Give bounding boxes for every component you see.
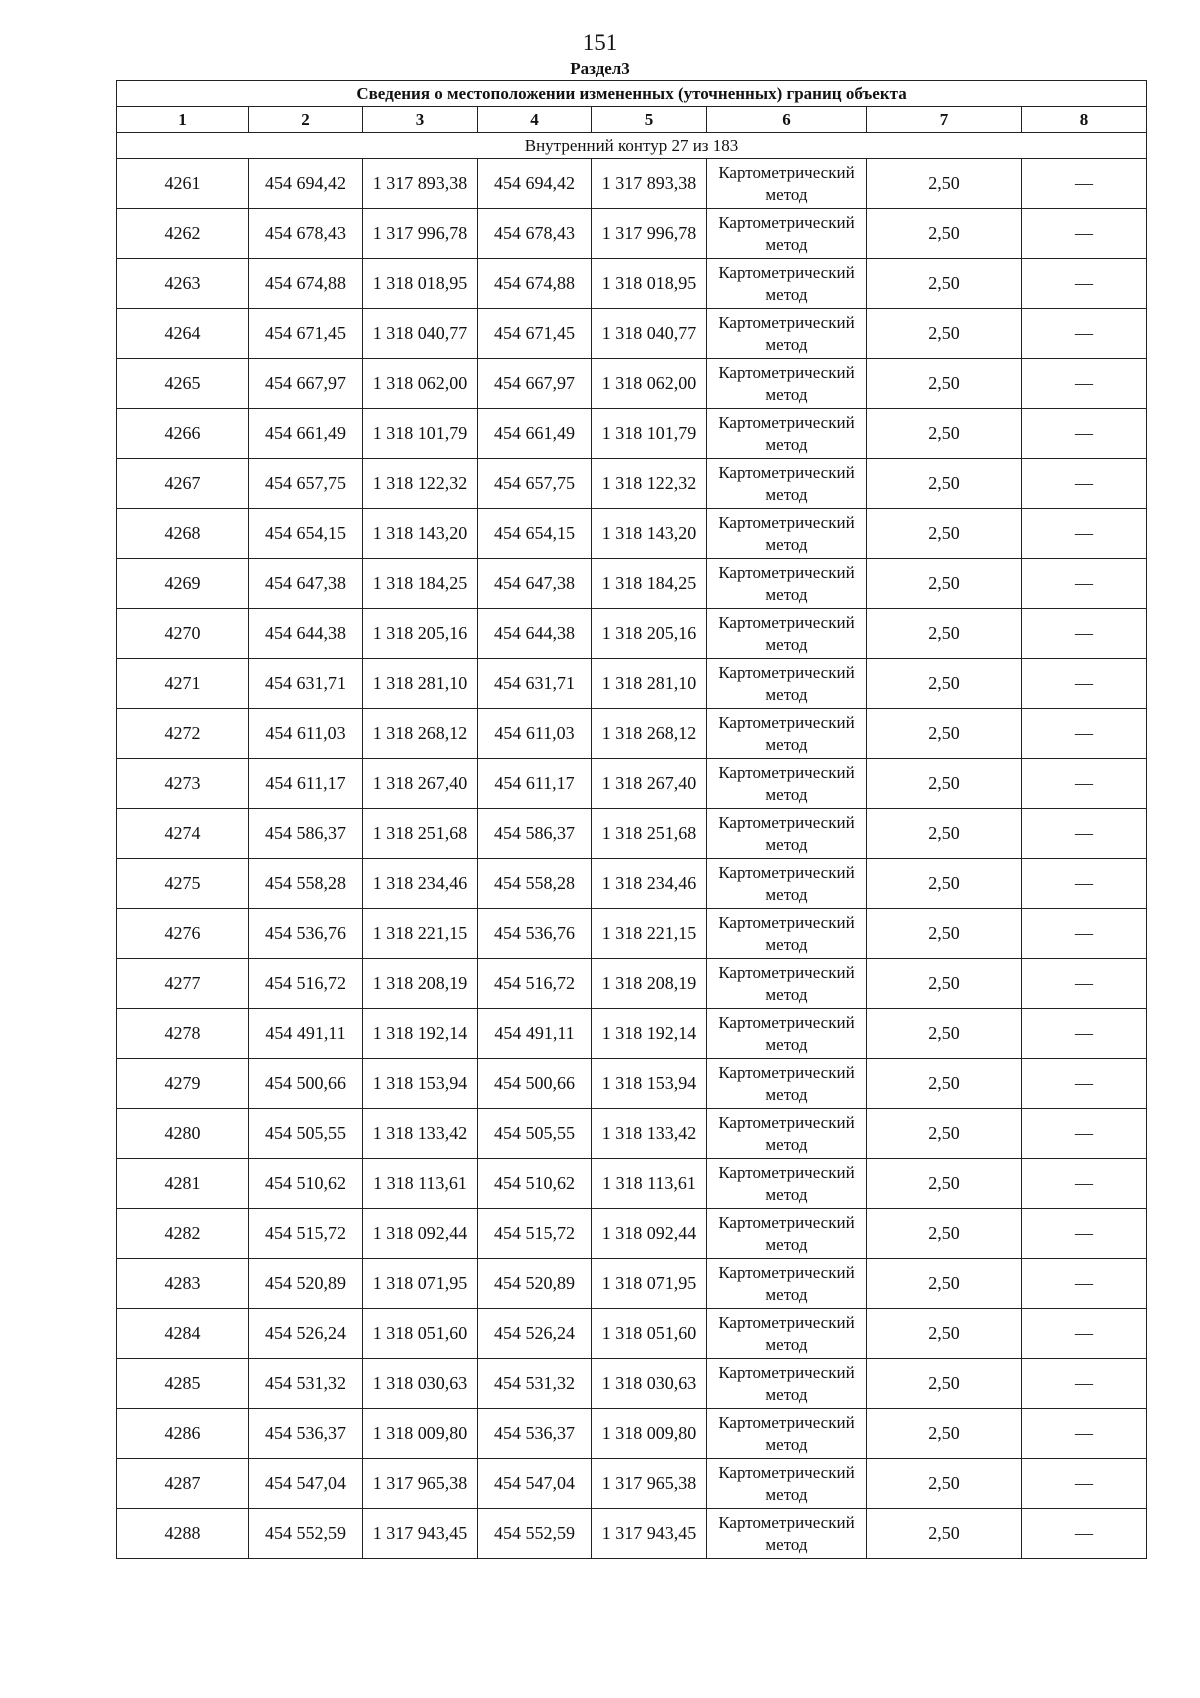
- note-cell: —: [1022, 559, 1147, 609]
- x-new-cell: 454 516,72: [478, 959, 592, 1009]
- note-cell: —: [1022, 859, 1147, 909]
- y-old-cell: 1 318 192,14: [363, 1009, 478, 1059]
- x-new-cell: 454 586,37: [478, 809, 592, 859]
- x-new-cell: 454 536,76: [478, 909, 592, 959]
- accuracy-cell: 2,50: [867, 509, 1022, 559]
- x-new-cell: 454 515,72: [478, 1209, 592, 1259]
- y-new-cell: 1 318 153,94: [592, 1059, 707, 1109]
- point-number-cell: 4288: [117, 1509, 249, 1559]
- table-row: [117, 559, 1147, 609]
- accuracy-cell: 2,50: [867, 1109, 1022, 1159]
- point-number-cell: 4275: [117, 859, 249, 909]
- column-number: 1: [117, 107, 249, 133]
- y-new-cell: 1 318 071,95: [592, 1259, 707, 1309]
- note-cell: —: [1022, 1309, 1147, 1359]
- note-cell: —: [1022, 1159, 1147, 1209]
- note-cell: —: [1022, 359, 1147, 409]
- column-number-row: [117, 107, 1147, 133]
- x-old-cell: 454 536,76: [249, 909, 363, 959]
- y-new-cell: 1 317 893,38: [592, 159, 707, 209]
- y-old-cell: 1 318 205,16: [363, 609, 478, 659]
- y-new-cell: 1 318 221,15: [592, 909, 707, 959]
- x-old-cell: 454 694,42: [249, 159, 363, 209]
- column-number: 7: [867, 107, 1022, 133]
- x-old-cell: 454 674,88: [249, 259, 363, 309]
- accuracy-cell: 2,50: [867, 409, 1022, 459]
- x-old-cell: 454 657,75: [249, 459, 363, 509]
- column-number: 4: [478, 107, 592, 133]
- x-old-cell: 454 678,43: [249, 209, 363, 259]
- y-new-cell: 1 317 943,45: [592, 1509, 707, 1559]
- note-cell: —: [1022, 209, 1147, 259]
- y-new-cell: 1 318 208,19: [592, 959, 707, 1009]
- method-cell: Картометрический метод: [707, 259, 867, 309]
- x-old-cell: 454 644,38: [249, 609, 363, 659]
- x-old-cell: 454 667,97: [249, 359, 363, 409]
- table-row: [117, 409, 1147, 459]
- y-old-cell: 1 318 092,44: [363, 1209, 478, 1259]
- accuracy-cell: 2,50: [867, 1409, 1022, 1459]
- x-new-cell: 454 520,89: [478, 1259, 592, 1309]
- x-new-cell: 454 526,24: [478, 1309, 592, 1359]
- x-old-cell: 454 520,89: [249, 1259, 363, 1309]
- x-new-cell: 454 531,32: [478, 1359, 592, 1409]
- accuracy-cell: 2,50: [867, 659, 1022, 709]
- x-new-cell: 454 647,38: [478, 559, 592, 609]
- method-cell: Картометрический метод: [707, 659, 867, 709]
- x-old-cell: 454 526,24: [249, 1309, 363, 1359]
- note-cell: —: [1022, 1109, 1147, 1159]
- x-new-cell: 454 536,37: [478, 1409, 592, 1459]
- accuracy-cell: 2,50: [867, 209, 1022, 259]
- note-cell: —: [1022, 1009, 1147, 1059]
- x-old-cell: 454 491,11: [249, 1009, 363, 1059]
- contour-label: Внутренний контур 27 из 183: [117, 133, 1147, 159]
- note-cell: —: [1022, 1359, 1147, 1409]
- accuracy-cell: 2,50: [867, 859, 1022, 909]
- y-old-cell: 1 318 184,25: [363, 559, 478, 609]
- x-new-cell: 454 654,15: [478, 509, 592, 559]
- y-new-cell: 1 318 018,95: [592, 259, 707, 309]
- table-row: [117, 459, 1147, 509]
- note-cell: —: [1022, 759, 1147, 809]
- x-old-cell: 454 516,72: [249, 959, 363, 1009]
- accuracy-cell: 2,50: [867, 959, 1022, 1009]
- method-cell: Картометрический метод: [707, 1459, 867, 1509]
- y-new-cell: 1 318 009,80: [592, 1409, 707, 1459]
- point-number-cell: 4262: [117, 209, 249, 259]
- x-new-cell: 454 631,71: [478, 659, 592, 709]
- method-cell: Картометрический метод: [707, 859, 867, 909]
- accuracy-cell: 2,50: [867, 1309, 1022, 1359]
- y-old-cell: 1 318 143,20: [363, 509, 478, 559]
- method-cell: Картометрический метод: [707, 1359, 867, 1409]
- table-row: [117, 1509, 1147, 1559]
- y-old-cell: 1 318 062,00: [363, 359, 478, 409]
- y-old-cell: 1 318 009,80: [363, 1409, 478, 1459]
- table-row: [117, 609, 1147, 659]
- y-old-cell: 1 318 208,19: [363, 959, 478, 1009]
- x-new-cell: 454 505,55: [478, 1109, 592, 1159]
- method-cell: Картометрический метод: [707, 1509, 867, 1559]
- point-number-cell: 4271: [117, 659, 249, 709]
- table-row: [117, 209, 1147, 259]
- method-cell: Картометрический метод: [707, 1009, 867, 1059]
- method-cell: Картометрический метод: [707, 1259, 867, 1309]
- accuracy-cell: 2,50: [867, 309, 1022, 359]
- method-cell: Картометрический метод: [707, 609, 867, 659]
- method-cell: Картометрический метод: [707, 1409, 867, 1459]
- table-row: [117, 909, 1147, 959]
- point-number-cell: 4269: [117, 559, 249, 609]
- x-new-cell: 454 552,59: [478, 1509, 592, 1559]
- y-new-cell: 1 318 205,16: [592, 609, 707, 659]
- x-old-cell: 454 631,71: [249, 659, 363, 709]
- y-old-cell: 1 318 101,79: [363, 409, 478, 459]
- y-new-cell: 1 317 965,38: [592, 1459, 707, 1509]
- x-old-cell: 454 536,37: [249, 1409, 363, 1459]
- column-number: 5: [592, 107, 707, 133]
- column-number: 2: [249, 107, 363, 133]
- method-cell: Картометрический метод: [707, 909, 867, 959]
- y-old-cell: 1 318 234,46: [363, 859, 478, 909]
- table-row: [117, 309, 1147, 359]
- y-new-cell: 1 317 996,78: [592, 209, 707, 259]
- point-number-cell: 4267: [117, 459, 249, 509]
- method-cell: Картометрический метод: [707, 959, 867, 1009]
- y-old-cell: 1 318 030,63: [363, 1359, 478, 1409]
- method-cell: Картометрический метод: [707, 309, 867, 359]
- table-row: [117, 359, 1147, 409]
- x-old-cell: 454 654,15: [249, 509, 363, 559]
- method-cell: Картометрический метод: [707, 1109, 867, 1159]
- accuracy-cell: 2,50: [867, 459, 1022, 509]
- note-cell: —: [1022, 509, 1147, 559]
- note-cell: —: [1022, 309, 1147, 359]
- accuracy-cell: 2,50: [867, 259, 1022, 309]
- column-number: 6: [707, 107, 867, 133]
- table-row: [117, 1159, 1147, 1209]
- table-row: [117, 1409, 1147, 1459]
- x-new-cell: 454 644,38: [478, 609, 592, 659]
- accuracy-cell: 2,50: [867, 1059, 1022, 1109]
- table-row: [117, 509, 1147, 559]
- point-number-cell: 4263: [117, 259, 249, 309]
- section-title: Раздел3: [570, 59, 630, 78]
- method-cell: Картометрический метод: [707, 409, 867, 459]
- accuracy-cell: 2,50: [867, 1209, 1022, 1259]
- point-number-cell: 4265: [117, 359, 249, 409]
- accuracy-cell: 2,50: [867, 809, 1022, 859]
- accuracy-cell: 2,50: [867, 559, 1022, 609]
- x-old-cell: 454 611,17: [249, 759, 363, 809]
- method-cell: Картометрический метод: [707, 359, 867, 409]
- note-cell: —: [1022, 409, 1147, 459]
- table-body: [117, 133, 1147, 1559]
- point-number-cell: 4278: [117, 1009, 249, 1059]
- y-old-cell: 1 318 051,60: [363, 1309, 478, 1359]
- x-old-cell: 454 547,04: [249, 1459, 363, 1509]
- x-new-cell: 454 657,75: [478, 459, 592, 509]
- point-number-cell: 4264: [117, 309, 249, 359]
- accuracy-cell: 2,50: [867, 1159, 1022, 1209]
- y-old-cell: 1 317 893,38: [363, 159, 478, 209]
- method-cell: Картометрический метод: [707, 809, 867, 859]
- y-old-cell: 1 318 221,15: [363, 909, 478, 959]
- note-cell: —: [1022, 1209, 1147, 1259]
- page-number: 151: [582, 30, 618, 55]
- point-number-cell: 4273: [117, 759, 249, 809]
- method-cell: Картометрический метод: [707, 459, 867, 509]
- x-new-cell: 454 694,42: [478, 159, 592, 209]
- x-old-cell: 454 647,38: [249, 559, 363, 609]
- y-new-cell: 1 318 267,40: [592, 759, 707, 809]
- y-old-cell: 1 318 018,95: [363, 259, 478, 309]
- note-cell: —: [1022, 909, 1147, 959]
- table-row: [117, 1309, 1147, 1359]
- y-new-cell: 1 318 268,12: [592, 709, 707, 759]
- table-row: [117, 1359, 1147, 1409]
- x-new-cell: 454 510,62: [478, 1159, 592, 1209]
- x-old-cell: 454 531,32: [249, 1359, 363, 1409]
- accuracy-cell: 2,50: [867, 1509, 1022, 1559]
- x-old-cell: 454 586,37: [249, 809, 363, 859]
- method-cell: Картометрический метод: [707, 1159, 867, 1209]
- accuracy-cell: 2,50: [867, 1259, 1022, 1309]
- method-cell: Картометрический метод: [707, 1059, 867, 1109]
- y-new-cell: 1 318 113,61: [592, 1159, 707, 1209]
- table-row: [117, 709, 1147, 759]
- x-old-cell: 454 505,55: [249, 1109, 363, 1159]
- point-number-cell: 4272: [117, 709, 249, 759]
- table-row: [117, 659, 1147, 709]
- table-row: [117, 1109, 1147, 1159]
- note-cell: —: [1022, 459, 1147, 509]
- y-old-cell: 1 318 153,94: [363, 1059, 478, 1109]
- x-old-cell: 454 500,66: [249, 1059, 363, 1109]
- x-new-cell: 454 558,28: [478, 859, 592, 909]
- x-new-cell: 454 661,49: [478, 409, 592, 459]
- y-old-cell: 1 318 040,77: [363, 309, 478, 359]
- accuracy-cell: 2,50: [867, 759, 1022, 809]
- x-new-cell: 454 547,04: [478, 1459, 592, 1509]
- note-cell: —: [1022, 659, 1147, 709]
- point-number-cell: 4287: [117, 1459, 249, 1509]
- y-old-cell: 1 318 281,10: [363, 659, 478, 709]
- y-new-cell: 1 318 122,32: [592, 459, 707, 509]
- table-row: [117, 259, 1147, 309]
- y-new-cell: 1 318 143,20: [592, 509, 707, 559]
- table-row: [117, 1259, 1147, 1309]
- accuracy-cell: 2,50: [867, 1459, 1022, 1509]
- point-number-cell: 4268: [117, 509, 249, 559]
- note-cell: —: [1022, 709, 1147, 759]
- y-new-cell: 1 318 092,44: [592, 1209, 707, 1259]
- y-old-cell: 1 317 943,45: [363, 1509, 478, 1559]
- note-cell: —: [1022, 959, 1147, 1009]
- x-new-cell: 454 674,88: [478, 259, 592, 309]
- y-old-cell: 1 318 071,95: [363, 1259, 478, 1309]
- point-number-cell: 4284: [117, 1309, 249, 1359]
- note-cell: —: [1022, 159, 1147, 209]
- method-cell: Картометрический метод: [707, 159, 867, 209]
- point-number-cell: 4282: [117, 1209, 249, 1259]
- accuracy-cell: 2,50: [867, 909, 1022, 959]
- table-caption: Сведения о местоположении измененных (уточненных) границ объекта: [117, 81, 1147, 107]
- y-new-cell: 1 318 040,77: [592, 309, 707, 359]
- y-old-cell: 1 317 996,78: [363, 209, 478, 259]
- accuracy-cell: 2,50: [867, 359, 1022, 409]
- note-cell: —: [1022, 609, 1147, 659]
- note-cell: —: [1022, 1509, 1147, 1559]
- point-number-cell: 4279: [117, 1059, 249, 1109]
- method-cell: Картометрический метод: [707, 709, 867, 759]
- x-old-cell: 454 661,49: [249, 409, 363, 459]
- y-old-cell: 1 318 113,61: [363, 1159, 478, 1209]
- accuracy-cell: 2,50: [867, 159, 1022, 209]
- note-cell: —: [1022, 1059, 1147, 1109]
- x-old-cell: 454 510,62: [249, 1159, 363, 1209]
- y-new-cell: 1 318 133,42: [592, 1109, 707, 1159]
- note-cell: —: [1022, 1409, 1147, 1459]
- table-row: [117, 1209, 1147, 1259]
- point-number-cell: 4270: [117, 609, 249, 659]
- x-new-cell: 454 671,45: [478, 309, 592, 359]
- x-new-cell: 454 678,43: [478, 209, 592, 259]
- y-new-cell: 1 318 251,68: [592, 809, 707, 859]
- point-number-cell: 4283: [117, 1259, 249, 1309]
- coordinates-table: [116, 80, 1147, 1559]
- table-row: [117, 1059, 1147, 1109]
- point-number-cell: 4280: [117, 1109, 249, 1159]
- point-number-cell: 4281: [117, 1159, 249, 1209]
- x-new-cell: 454 611,03: [478, 709, 592, 759]
- x-old-cell: 454 611,03: [249, 709, 363, 759]
- y-new-cell: 1 318 101,79: [592, 409, 707, 459]
- table-row: [117, 859, 1147, 909]
- table-row: [117, 759, 1147, 809]
- point-number-cell: 4274: [117, 809, 249, 859]
- column-number: 8: [1022, 107, 1147, 133]
- y-new-cell: 1 318 030,63: [592, 1359, 707, 1409]
- method-cell: Картометрический метод: [707, 209, 867, 259]
- accuracy-cell: 2,50: [867, 709, 1022, 759]
- accuracy-cell: 2,50: [867, 1359, 1022, 1409]
- x-old-cell: 454 515,72: [249, 1209, 363, 1259]
- point-number-cell: 4261: [117, 159, 249, 209]
- y-new-cell: 1 318 062,00: [592, 359, 707, 409]
- y-old-cell: 1 317 965,38: [363, 1459, 478, 1509]
- method-cell: Картометрический метод: [707, 759, 867, 809]
- y-old-cell: 1 318 251,68: [363, 809, 478, 859]
- note-cell: —: [1022, 259, 1147, 309]
- x-old-cell: 454 671,45: [249, 309, 363, 359]
- y-new-cell: 1 318 234,46: [592, 859, 707, 909]
- point-number-cell: 4266: [117, 409, 249, 459]
- note-cell: —: [1022, 1259, 1147, 1309]
- point-number-cell: 4286: [117, 1409, 249, 1459]
- x-new-cell: 454 491,11: [478, 1009, 592, 1059]
- method-cell: Картометрический метод: [707, 1209, 867, 1259]
- accuracy-cell: 2,50: [867, 1009, 1022, 1059]
- point-number-cell: 4285: [117, 1359, 249, 1409]
- method-cell: Картометрический метод: [707, 1309, 867, 1359]
- x-new-cell: 454 667,97: [478, 359, 592, 409]
- y-new-cell: 1 318 192,14: [592, 1009, 707, 1059]
- table-row: [117, 159, 1147, 209]
- point-number-cell: 4276: [117, 909, 249, 959]
- table-row: [117, 1009, 1147, 1059]
- table-row: [117, 959, 1147, 1009]
- note-cell: —: [1022, 809, 1147, 859]
- y-old-cell: 1 318 268,12: [363, 709, 478, 759]
- y-new-cell: 1 318 281,10: [592, 659, 707, 709]
- y-old-cell: 1 318 122,32: [363, 459, 478, 509]
- y-old-cell: 1 318 267,40: [363, 759, 478, 809]
- method-cell: Картометрический метод: [707, 509, 867, 559]
- y-new-cell: 1 318 051,60: [592, 1309, 707, 1359]
- x-new-cell: 454 611,17: [478, 759, 592, 809]
- y-old-cell: 1 318 133,42: [363, 1109, 478, 1159]
- point-number-cell: 4277: [117, 959, 249, 1009]
- note-cell: —: [1022, 1459, 1147, 1509]
- column-number: 3: [363, 107, 478, 133]
- x-old-cell: 454 552,59: [249, 1509, 363, 1559]
- accuracy-cell: 2,50: [867, 609, 1022, 659]
- method-cell: Картометрический метод: [707, 559, 867, 609]
- y-new-cell: 1 318 184,25: [592, 559, 707, 609]
- table-row: [117, 809, 1147, 859]
- x-old-cell: 454 558,28: [249, 859, 363, 909]
- x-new-cell: 454 500,66: [478, 1059, 592, 1109]
- table-row: [117, 1459, 1147, 1509]
